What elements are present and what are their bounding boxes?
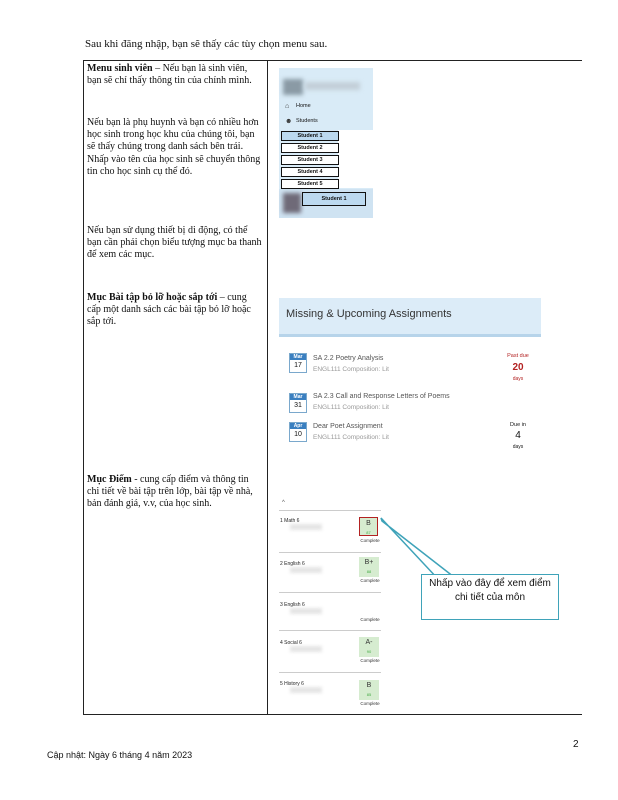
date-day: 17 (294, 362, 302, 369)
assignments-text (87, 292, 263, 329)
grade-box[interactable] (359, 557, 379, 577)
avatar (283, 79, 303, 95)
assignment-title[interactable]: SA 2.3 Call and Response Letters of Poems (313, 393, 450, 400)
grade-status: Complete (360, 538, 380, 543)
divider (279, 672, 381, 673)
date-badge (289, 393, 307, 413)
teacher-blurred (290, 687, 322, 693)
grade-status: Complete (360, 578, 380, 583)
assignment-course: ENGL111 Composition: Lit (313, 434, 389, 441)
grade-letter: B+ (364, 559, 374, 566)
grades-heading: Mục Điểm (87, 474, 132, 485)
student-menu-p3: Nếu bạn sử dụng thiết bị di động, có thể bạn cần phải chọn biểu tượng mục ba thanh để xem các mục. (87, 225, 262, 261)
course-name: 1 Math 6 (280, 518, 300, 524)
student-menu-text: Menu sinh viên – Nếu bạn là sinh viên, bạn sẽ chỉ thấy thông tin của chính mình. (87, 63, 252, 87)
teacher-blurred (290, 608, 322, 614)
users-icon: ☻ (285, 117, 293, 125)
grades-text (87, 474, 263, 511)
grade-box[interactable] (359, 517, 378, 536)
grade-letter: B (366, 520, 371, 527)
assignment-title[interactable]: SA 2.2 Poetry Analysis (313, 355, 384, 362)
menu-panel (338, 130, 373, 188)
header-underline (279, 334, 541, 337)
teacher-blurred (290, 646, 322, 652)
student-item[interactable]: Student 3 (281, 155, 339, 165)
table-divider (267, 60, 268, 714)
assignments-desc: – cung cấp một danh sách các bài tập bỏ lỡ hoặc sắp tới. (87, 292, 251, 328)
home-label: Home (296, 103, 311, 109)
grade-percent: 85 (366, 692, 372, 697)
due-number: 20 (512, 362, 524, 373)
grade-percent: 90 (366, 649, 372, 654)
course-name: 4 Social 6 (280, 640, 302, 646)
student-menu-heading: Menu sinh viên (87, 63, 153, 74)
date-day: 10 (294, 431, 302, 438)
student-menu-p1: Nếu bạn là sinh viên, bạn sẽ chỉ thấy thông tin của chính mình. (87, 63, 252, 87)
student-item[interactable]: Student 1 (281, 131, 339, 141)
course-name: 3 English 6 (280, 602, 305, 608)
grade-percent: 88 (366, 569, 372, 574)
due-unit: days (512, 444, 524, 450)
student-item[interactable]: Student 4 (281, 167, 339, 177)
student-item[interactable]: Student 2 (281, 143, 339, 153)
grade-status: Complete (360, 658, 380, 663)
course-name: 2 English 6 (280, 561, 305, 567)
grade-box[interactable] (359, 680, 379, 700)
date-month: Mar (290, 354, 306, 360)
teacher-blurred (290, 524, 322, 530)
student-item[interactable]: Student 5 (281, 179, 339, 189)
home-icon: ⌂ (285, 102, 290, 110)
assignment-course: ENGL111 Composition: Lit (313, 404, 389, 411)
grade-status: Complete (360, 701, 380, 706)
assignment-course: ENGL111 Composition: Lit (313, 366, 389, 373)
table-border (83, 60, 268, 61)
assignments-title: Missing & Upcoming Assignments (286, 308, 452, 320)
date-badge (289, 422, 307, 442)
grade-box[interactable] (359, 637, 379, 657)
home-menu-item[interactable] (279, 99, 373, 113)
date-day: 31 (294, 402, 302, 409)
user-name-blurred (305, 82, 360, 90)
grade-percent: 87 (366, 530, 371, 535)
divider (279, 630, 381, 631)
student-menu-p2: Nếu bạn là phụ huynh và bạn có nhiều hơn học sinh trong học khu của chúng tôi, bạn sẽ thấy chúng trong danh sách bên trái. Nhấp vào tên của học sinh sẽ chuyển thông tin cho học sinh cụ thể đó. (87, 117, 261, 177)
divider (279, 510, 381, 511)
course-name: 5 History 6 (280, 681, 304, 687)
teacher-blurred (290, 567, 322, 573)
due-label: Past due (507, 353, 529, 359)
grade-status: Complete (360, 617, 380, 622)
date-month: Mar (290, 394, 306, 400)
chevron-up-icon[interactable]: ^ (282, 500, 285, 506)
callout-box: Nhấp vào đây để xem điểm chi tiết của môn (421, 574, 559, 620)
divider (279, 552, 381, 553)
intro-text: Sau khi đăng nhập, bạn sẽ thấy các tùy chọn menu sau. (85, 38, 328, 50)
students-menu-item[interactable] (279, 114, 373, 128)
date-badge (289, 353, 307, 373)
grade-letter: B (366, 682, 372, 689)
student-avatar (283, 193, 301, 213)
selected-student[interactable]: Student 1 (302, 192, 366, 206)
assignment-title[interactable]: Dear Poet Assignment (313, 423, 383, 430)
page-number: 2 (573, 739, 579, 750)
grade-letter: A- (365, 639, 373, 646)
assignments-heading: Mục Bài tập bỏ lỡ hoặc sắp tới (87, 292, 218, 303)
due-unit: days (512, 376, 524, 382)
grades-desc: - cung cấp điểm và thông tin chi tiết về bài tập trên lớp, bài tập về nhà, bản đánh giá, v.v, của học sinh. (87, 474, 253, 510)
due-number: 4 (515, 430, 521, 441)
students-label: Students (296, 118, 318, 124)
footer-updated: Cập nhật: Ngày 6 tháng 4 năm 2023 (47, 750, 193, 760)
date-month: Apr (290, 423, 306, 429)
divider (279, 592, 381, 593)
due-label: Due in (510, 422, 526, 428)
